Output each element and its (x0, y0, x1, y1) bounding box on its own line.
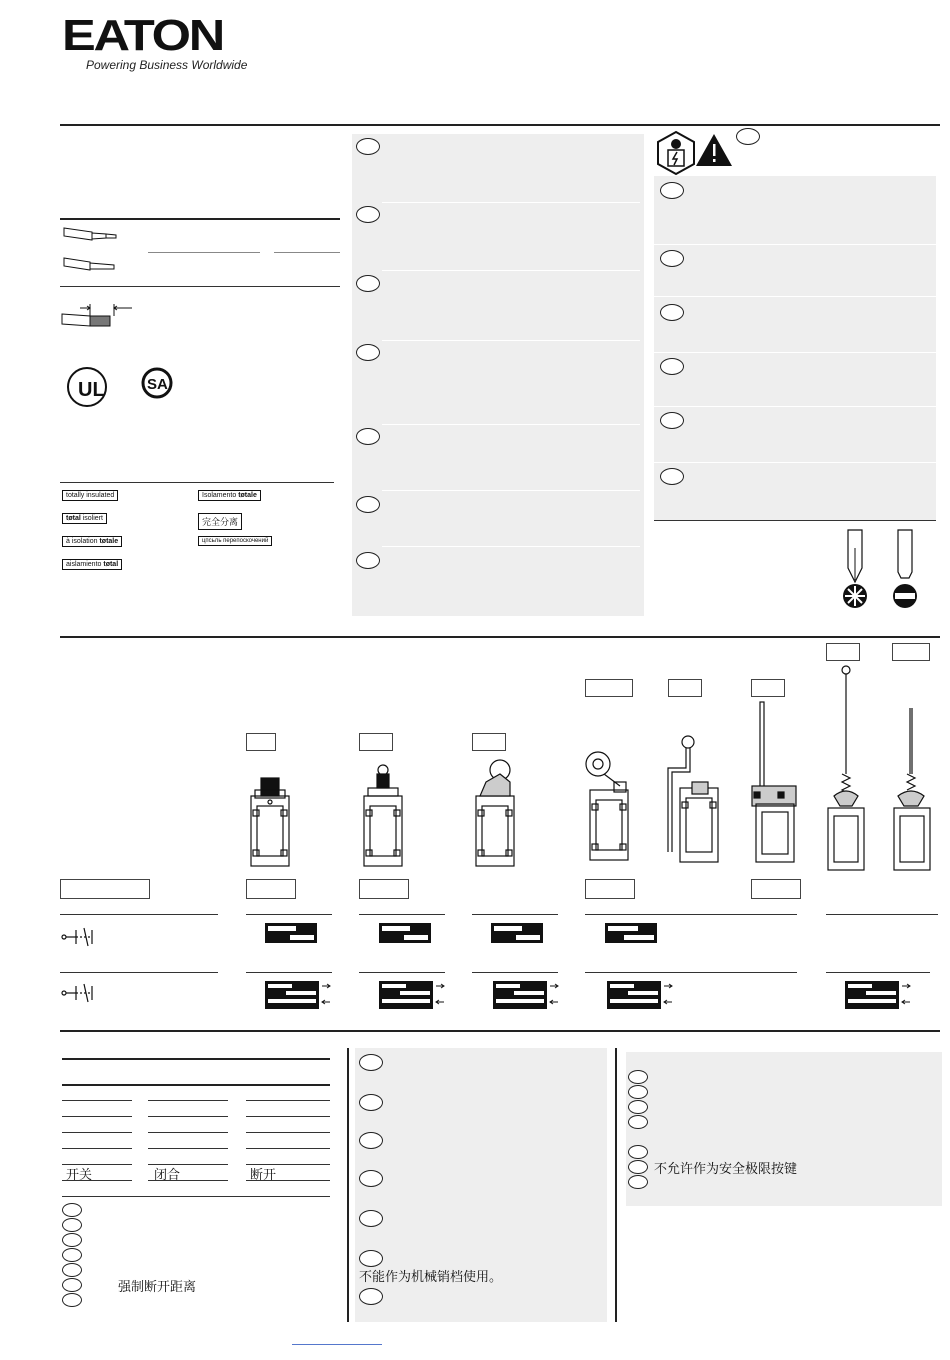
contact-travel-diagram-1 (264, 980, 336, 1010)
language-marker (62, 1218, 82, 1232)
switch-plunger-icon (245, 770, 295, 870)
contact-diagram-4 (604, 922, 660, 946)
language-marker (359, 1210, 383, 1227)
language-marker (356, 496, 380, 513)
language-marker (660, 250, 684, 267)
table-line (246, 1180, 330, 1181)
switch-roller-lever-icon (470, 756, 526, 870)
row-rule (60, 914, 218, 915)
middle-language-panel (352, 134, 644, 616)
label-box (585, 679, 633, 697)
badge-chinese: 完全分离 (198, 513, 242, 530)
panel-divider (382, 340, 640, 341)
panel-divider (382, 546, 640, 547)
switch-adjustable-roller-lever-icon (662, 732, 720, 866)
table-label-switch: 开关 (66, 1168, 93, 1183)
language-marker (660, 182, 684, 199)
eaton-logo: EATON (62, 11, 223, 60)
table-line (62, 1100, 132, 1101)
language-marker (628, 1145, 648, 1159)
label-box (60, 879, 150, 899)
contact-symbol-icon (60, 980, 100, 1006)
strip-length-icon (60, 296, 140, 336)
label-box (826, 643, 860, 661)
left-rule-3 (60, 482, 334, 483)
label-box (472, 733, 506, 751)
label-box (892, 643, 930, 661)
bottom-section-rule (60, 1030, 940, 1032)
table-line (246, 1148, 330, 1149)
table-line (148, 1116, 228, 1117)
badge-total-isoliert: tøtal isoliert (62, 513, 107, 524)
note-not-safety-limit: 不允许作为安全极限按键 (654, 1162, 798, 1177)
contact-travel-diagram-4 (606, 980, 678, 1010)
label-box (751, 879, 801, 899)
contact-travel-diagram-3 (492, 980, 564, 1010)
left-rule-2 (60, 286, 340, 287)
phillips-screwdriver-icon (840, 528, 870, 612)
panel-divider (382, 490, 640, 491)
table-label-closed: 闭合 (154, 1168, 181, 1183)
label-box (359, 879, 409, 899)
ul-mark-icon (66, 366, 108, 408)
row-rule (472, 914, 558, 915)
language-marker (628, 1085, 648, 1099)
slotted-screwdriver-icon (890, 528, 920, 612)
language-marker (356, 428, 380, 445)
badge-totally-insulated: totally insulated (62, 490, 118, 501)
language-marker (628, 1115, 648, 1129)
brand-tagline: Powering Business Worldwide (86, 58, 248, 72)
panel-divider (382, 202, 640, 203)
language-marker (628, 1070, 648, 1084)
products-top-rule (60, 636, 940, 638)
label-box (751, 679, 785, 697)
panel-divider (654, 296, 936, 297)
svg-text:UL: UL (78, 379, 105, 401)
table-line (62, 1116, 132, 1117)
row-rule (359, 972, 445, 973)
language-marker (62, 1203, 82, 1217)
language-marker (359, 1054, 383, 1071)
badge-aislamiento-total: aislamiento tøtal (62, 559, 122, 570)
bottom-middle-panel (355, 1048, 607, 1322)
row-rule (585, 914, 797, 915)
cable-stripped-icon (62, 222, 122, 282)
table-line (246, 1100, 330, 1101)
row-rule (585, 972, 797, 973)
row-rule (246, 972, 332, 973)
table-top-rule (62, 1058, 330, 1060)
bottom-right-panel (626, 1052, 942, 1206)
language-marker (62, 1233, 82, 1247)
table-bottom-rule (62, 1196, 330, 1197)
row-rule (359, 914, 445, 915)
csa-mark-icon (140, 366, 174, 400)
language-marker (660, 304, 684, 321)
label-box (668, 679, 702, 697)
contact-diagram-2 (378, 922, 434, 946)
switch-spring-rod-icon (888, 704, 934, 874)
language-marker (62, 1293, 82, 1307)
right-language-panel (654, 176, 936, 520)
language-marker (359, 1250, 383, 1267)
table-header-rule (62, 1084, 330, 1086)
column-divider (347, 1048, 349, 1322)
table-line (148, 1132, 228, 1133)
top-rule (60, 124, 940, 126)
table-line (62, 1132, 132, 1133)
language-marker (359, 1132, 383, 1149)
language-marker (359, 1094, 383, 1111)
row-rule (826, 972, 930, 973)
language-marker (62, 1263, 82, 1277)
label-box (246, 733, 276, 751)
contact-symbol-icon (60, 924, 100, 950)
language-marker (660, 358, 684, 375)
table-line (148, 1100, 228, 1101)
switch-rod-lever-icon (748, 700, 800, 866)
row-rule (826, 914, 938, 915)
contact-diagram-3 (490, 922, 546, 946)
language-marker (356, 275, 380, 292)
language-marker (62, 1248, 82, 1262)
badge-russian: цпсьль перепоскочений (198, 536, 272, 546)
label-box (359, 733, 393, 751)
panel-divider (654, 462, 936, 463)
svg-text:SA: SA (147, 376, 168, 393)
language-marker (356, 206, 380, 223)
language-marker (359, 1170, 383, 1187)
blank-line-2 (274, 252, 340, 253)
note-forced-opening: 强制断开距离 (118, 1280, 197, 1295)
note-not-mechanical-stop: 不能作为机械销档使用。 (359, 1270, 503, 1285)
switch-rotary-roller-icon (584, 746, 634, 864)
language-marker (628, 1175, 648, 1189)
contact-travel-diagram-5 (844, 980, 916, 1010)
switch-spring-rod-loop-icon (822, 664, 868, 874)
table-line (246, 1116, 330, 1117)
language-marker (628, 1100, 648, 1114)
contact-travel-diagram-2 (378, 980, 450, 1010)
left-rule-1 (60, 218, 340, 220)
switch-roller-plunger-icon (358, 760, 408, 870)
table-line (62, 1180, 132, 1181)
panel-divider (382, 424, 640, 425)
table-line (148, 1148, 228, 1149)
table-label-open: 断开 (250, 1168, 277, 1183)
language-marker (660, 412, 684, 429)
column-divider (615, 1048, 617, 1322)
language-marker (62, 1278, 82, 1292)
row-rule (472, 972, 558, 973)
panel-divider (654, 406, 936, 407)
language-marker (356, 552, 380, 569)
table-line (148, 1180, 228, 1181)
row-rule (246, 914, 332, 915)
language-marker (660, 468, 684, 485)
right-rule (654, 520, 936, 521)
panel-divider (654, 352, 936, 353)
footer-link[interactable] (292, 1344, 382, 1345)
language-marker (628, 1160, 648, 1174)
label-box (585, 879, 635, 899)
table-line (246, 1132, 330, 1133)
electrician-warning-icon (654, 130, 734, 176)
language-marker (356, 344, 380, 361)
badge-isolamento-totale: Isolamento tøtale (198, 490, 261, 501)
language-marker (359, 1288, 383, 1305)
label-box (246, 879, 296, 899)
contact-diagram-1 (264, 922, 320, 946)
panel-divider (654, 244, 936, 245)
language-marker (736, 128, 760, 145)
panel-divider (382, 270, 640, 271)
table-line (62, 1148, 132, 1149)
blank-line-1 (148, 252, 260, 253)
badge-isolation-totale: à isolation tøtale (62, 536, 122, 547)
row-rule (60, 972, 218, 973)
language-marker (356, 138, 380, 155)
